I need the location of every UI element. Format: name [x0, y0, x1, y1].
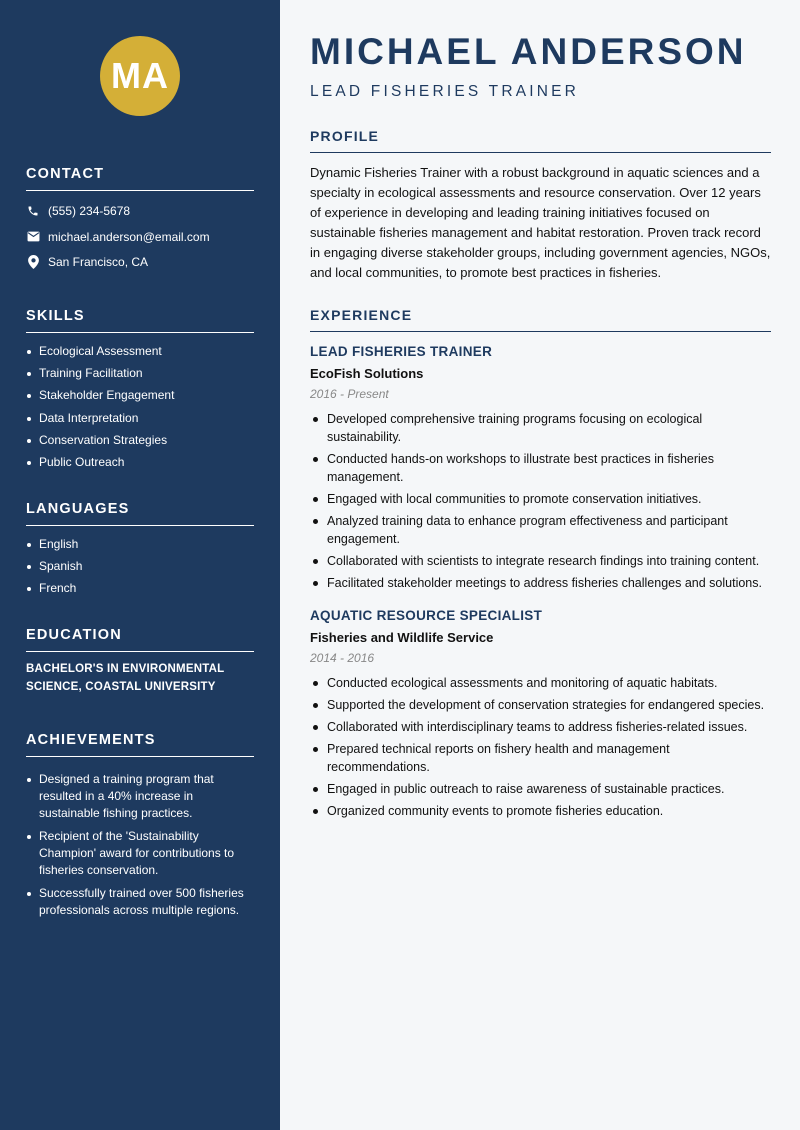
- profile-heading: PROFILE: [310, 128, 771, 153]
- email-text: michael.anderson@email.com: [48, 229, 210, 244]
- job-dates: 2014 - 2016: [310, 651, 375, 665]
- job-bullet: Collaborated with scientists to integrate research findings into training content.: [310, 552, 771, 570]
- job-bullet: Organized community events to promote fisheries education.: [310, 802, 771, 820]
- contact-list: [26, 203, 254, 270]
- avatar-initials: MA: [111, 55, 169, 96]
- job-bullet: Analyzed training data to enhance program effectiveness and participant engagement.: [310, 512, 771, 548]
- main-content: [280, 0, 800, 1130]
- skills-list: [26, 343, 254, 471]
- skills-heading: SKILLS: [26, 308, 254, 333]
- skill-item: Data Interpretation: [26, 410, 254, 427]
- skill-item: Training Facilitation: [26, 365, 254, 382]
- education-degree: BACHELOR'S IN ENVIRONMENTAL SCIENCE, COASTAL UNIVERSITY: [26, 663, 225, 693]
- achievements-list: [26, 771, 254, 919]
- skill-item: Stakeholder Engagement: [26, 387, 254, 404]
- achievement-item: Successfully trained over 500 fisheries professionals across multiple regions.: [26, 885, 254, 919]
- contact-email: [26, 229, 254, 245]
- skill-item: Public Outreach: [26, 454, 254, 471]
- job-entry: [310, 608, 771, 820]
- job-title: LEAD FISHERIES TRAINER: [310, 344, 493, 359]
- job-company: Fisheries and Wildlife Service: [310, 630, 494, 645]
- education-section: [26, 627, 254, 696]
- job-bullet: Engaged with local communities to promote conservation initiatives.: [310, 490, 771, 508]
- location-text: San Francisco, CA: [48, 255, 149, 269]
- language-item: English: [26, 536, 254, 553]
- job-bullet: Conducted ecological assessments and monitoring of aquatic habitats.: [310, 674, 771, 692]
- job-bullet: Conducted hands-on workshops to illustrate best practices in fisheries management.: [310, 450, 771, 486]
- email-icon: [26, 230, 40, 244]
- job-dates: 2016 - Present: [310, 387, 389, 401]
- avatar: [100, 36, 180, 116]
- candidate-name: MICHAEL ANDERSON: [310, 31, 747, 72]
- skill-item: Conservation Strategies: [26, 432, 254, 449]
- achievements-section: [26, 732, 254, 919]
- job-entry: [310, 344, 771, 592]
- job-bullet-list: [310, 674, 771, 820]
- skill-item: Ecological Assessment: [26, 343, 254, 360]
- contact-heading: CONTACT: [26, 166, 254, 191]
- achievement-item: Recipient of the 'Sustainability Champion' award for contributions to fisheries conservation.: [26, 828, 254, 879]
- job-company: EcoFish Solutions: [310, 366, 424, 381]
- job-bullet: Engaged in public outreach to raise awareness of sustainable practices.: [310, 780, 771, 798]
- job-bullet: Collaborated with interdisciplinary teams to address fisheries-related issues.: [310, 718, 771, 736]
- profile-text: Dynamic Fisheries Trainer with a robust background in aquatic sciences and a specialty in ecological assessments and resource conservation. Over 12 years of experience in developing and leading training initiatives focused on sustainable fisheries management and habitat restoration. Proven track record in engaging diverse stakeholder groups, including government agencies, NGOs, and local communities, to promote best practices in fisheries.: [310, 165, 771, 280]
- languages-section: [26, 501, 254, 597]
- experience-section: [310, 307, 771, 820]
- achievement-item: Designed a training program that resulted in a 40% increase in sustainable fishing practices.: [26, 771, 254, 822]
- achievements-heading: ACHIEVEMENTS: [26, 732, 254, 757]
- languages-list: [26, 536, 254, 597]
- language-item: French: [26, 580, 254, 597]
- contact-section: [26, 166, 254, 270]
- experience-heading: EXPERIENCE: [310, 307, 771, 332]
- job-bullet-list: [310, 410, 771, 592]
- education-heading: EDUCATION: [26, 627, 254, 652]
- location-pin-icon: [26, 255, 40, 269]
- contact-location: [26, 254, 254, 270]
- phone-text: (555) 234-5678: [48, 204, 131, 218]
- contact-phone: [26, 203, 254, 219]
- phone-icon: [26, 204, 40, 218]
- job-bullet: Supported the development of conservation strategies for endangered species.: [310, 696, 771, 714]
- skills-section: [26, 308, 254, 471]
- job-bullet: Developed comprehensive training programs focusing on ecological sustainability.: [310, 410, 771, 446]
- language-item: Spanish: [26, 558, 254, 575]
- sidebar: [0, 0, 280, 1130]
- profile-section: [310, 128, 771, 283]
- candidate-role: LEAD FISHERIES TRAINER: [310, 83, 580, 100]
- job-title: AQUATIC RESOURCE SPECIALIST: [310, 608, 543, 623]
- job-bullet: Prepared technical reports on fishery health and management recommendations.: [310, 740, 771, 776]
- job-bullet: Facilitated stakeholder meetings to address fisheries challenges and solutions.: [310, 574, 771, 592]
- languages-heading: LANGUAGES: [26, 501, 254, 526]
